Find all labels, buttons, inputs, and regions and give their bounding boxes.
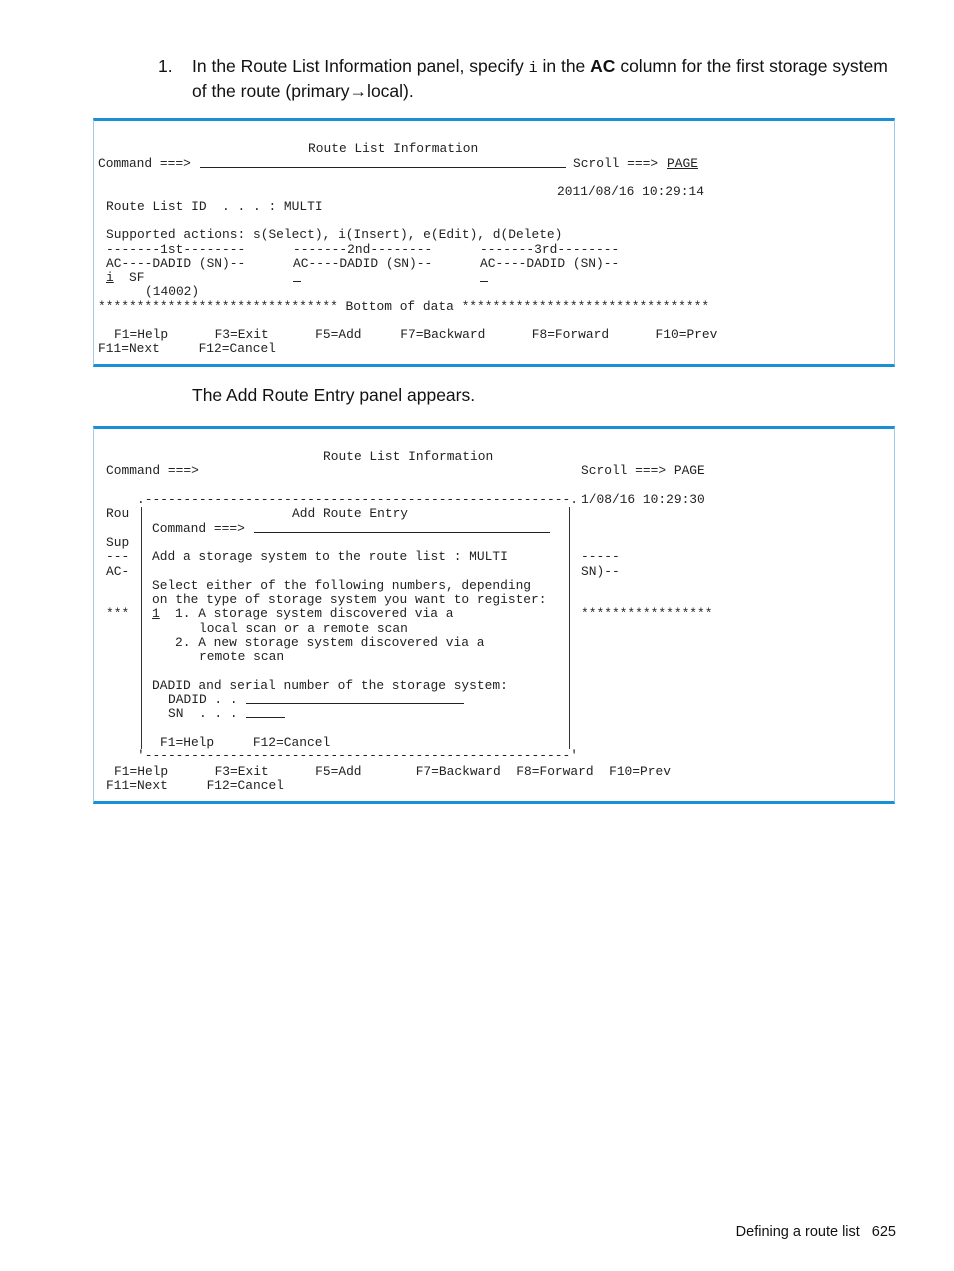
bg-sn-fragment: SN)-- bbox=[581, 564, 620, 579]
col-header-1st: -------1st-------- bbox=[106, 242, 246, 257]
step-number: 1. bbox=[158, 56, 173, 76]
popup-dadid-input[interactable] bbox=[246, 692, 464, 704]
popup-title: Add Route Entry bbox=[292, 506, 409, 521]
command-input[interactable] bbox=[200, 156, 566, 168]
popup-dadid-label: DADID . . bbox=[168, 692, 238, 707]
col-header-2nd: -------2nd-------- bbox=[293, 242, 433, 257]
popup-add-line: Add a storage system to the route list : MULTI bbox=[152, 549, 508, 564]
route-list-panel-screenshot bbox=[93, 118, 895, 367]
popup-command-label: Command ===> bbox=[152, 521, 245, 536]
popup-top-border: .-------------------------------------------------------. bbox=[137, 492, 578, 507]
footer-section-title: Defining a route list bbox=[735, 1224, 860, 1240]
ac-input-3rd[interactable] bbox=[480, 270, 488, 282]
popup-right-border bbox=[569, 507, 570, 749]
scroll-label: Scroll ===> bbox=[573, 156, 659, 171]
popup-sn-input[interactable] bbox=[246, 706, 285, 718]
bg-stars-left: *** bbox=[106, 606, 130, 621]
popup-option1-line1: 1. A storage system discovered via a bbox=[175, 606, 454, 621]
function-keys-line1: F1=Help F3=Exit F5=Add F7=Backward F8=Forward F10=Prev bbox=[114, 764, 671, 779]
panel-title: Route List Information bbox=[308, 141, 479, 156]
bg-route-fragment: Rou bbox=[106, 506, 130, 521]
popup-function-keys: F1=Help F12=Cancel bbox=[160, 735, 331, 750]
entry-dadid: SF bbox=[129, 270, 145, 285]
popup-select-line1: Select either of the following numbers, depending bbox=[152, 578, 532, 593]
add-route-entry-panel-screenshot bbox=[93, 426, 895, 804]
command-label: Command ===> bbox=[98, 156, 191, 171]
scroll-label: Scroll ===> PAGE bbox=[581, 463, 705, 478]
function-keys-line2: F11=Next F12=Cancel bbox=[106, 778, 284, 793]
bg-supported-fragment: Sup bbox=[106, 535, 130, 550]
popup-choice-input[interactable]: 1 bbox=[152, 606, 160, 621]
entry-sn: (14002) bbox=[145, 284, 200, 299]
bottom-of-data: ******************************* Bottom of data ******************************** bbox=[98, 299, 710, 314]
bg-dash-right: ----- bbox=[581, 549, 620, 564]
popup-command-input[interactable] bbox=[254, 521, 550, 533]
popup-dadid-heading: DADID and serial number of the storage system: bbox=[152, 678, 508, 693]
page-number: 625 bbox=[871, 1224, 896, 1240]
popup-select-line2: on the type of storage system you want to register: bbox=[152, 592, 547, 607]
caption: The Add Route Entry panel appears. bbox=[192, 385, 476, 405]
popup-sn-label: SN . . . bbox=[168, 706, 238, 721]
inline-code: i bbox=[528, 60, 538, 77]
route-list-id: Route List ID . . . : MULTI bbox=[106, 199, 323, 214]
col-header-3rd: -------3rd-------- bbox=[480, 242, 620, 257]
bg-dash-left: --- bbox=[106, 549, 130, 564]
ac-input-2nd[interactable] bbox=[293, 270, 301, 282]
page-footer bbox=[736, 1222, 896, 1242]
bg-stars-right: ***************** bbox=[581, 606, 713, 621]
popup-option1-line2: local scan or a remote scan bbox=[199, 621, 408, 636]
col-subheader-1: AC----DADID (SN)-- bbox=[106, 256, 246, 271]
col-subheader-3: AC----DADID (SN)-- bbox=[480, 256, 620, 271]
bg-timestamp: 1/08/16 10:29:30 bbox=[581, 492, 705, 507]
function-keys-line1: F1=Help F3=Exit F5=Add F7=Backward F8=Forward F10=Prev bbox=[114, 327, 718, 342]
popup-left-border bbox=[141, 507, 142, 749]
command-label: Command ===> bbox=[106, 463, 199, 478]
popup-option2-line2: remote scan bbox=[199, 649, 285, 664]
entry-ac-input[interactable]: i bbox=[106, 270, 114, 285]
step-text: In the Route List Information panel, specify i in the AC column for the first storage system of the route (primary→local). bbox=[192, 56, 888, 101]
popup-bottom-border: '-------------------------------------------------------' bbox=[137, 748, 578, 763]
panel-title: Route List Information bbox=[323, 449, 494, 464]
bg-ac-fragment: AC- bbox=[106, 564, 130, 579]
col-subheader-2: AC----DADID (SN)-- bbox=[293, 256, 433, 271]
scroll-value[interactable]: PAGE bbox=[667, 156, 698, 171]
popup-option2-line1: 2. A new storage system discovered via a bbox=[175, 635, 485, 650]
supported-actions: Supported actions: s(Select), i(Insert), e(Edit), d(Delete) bbox=[106, 227, 563, 242]
function-keys-line2: F11=Next F12=Cancel bbox=[98, 341, 276, 356]
timestamp: 2011/08/16 10:29:14 bbox=[557, 184, 704, 199]
bold-ac: AC bbox=[590, 56, 616, 76]
